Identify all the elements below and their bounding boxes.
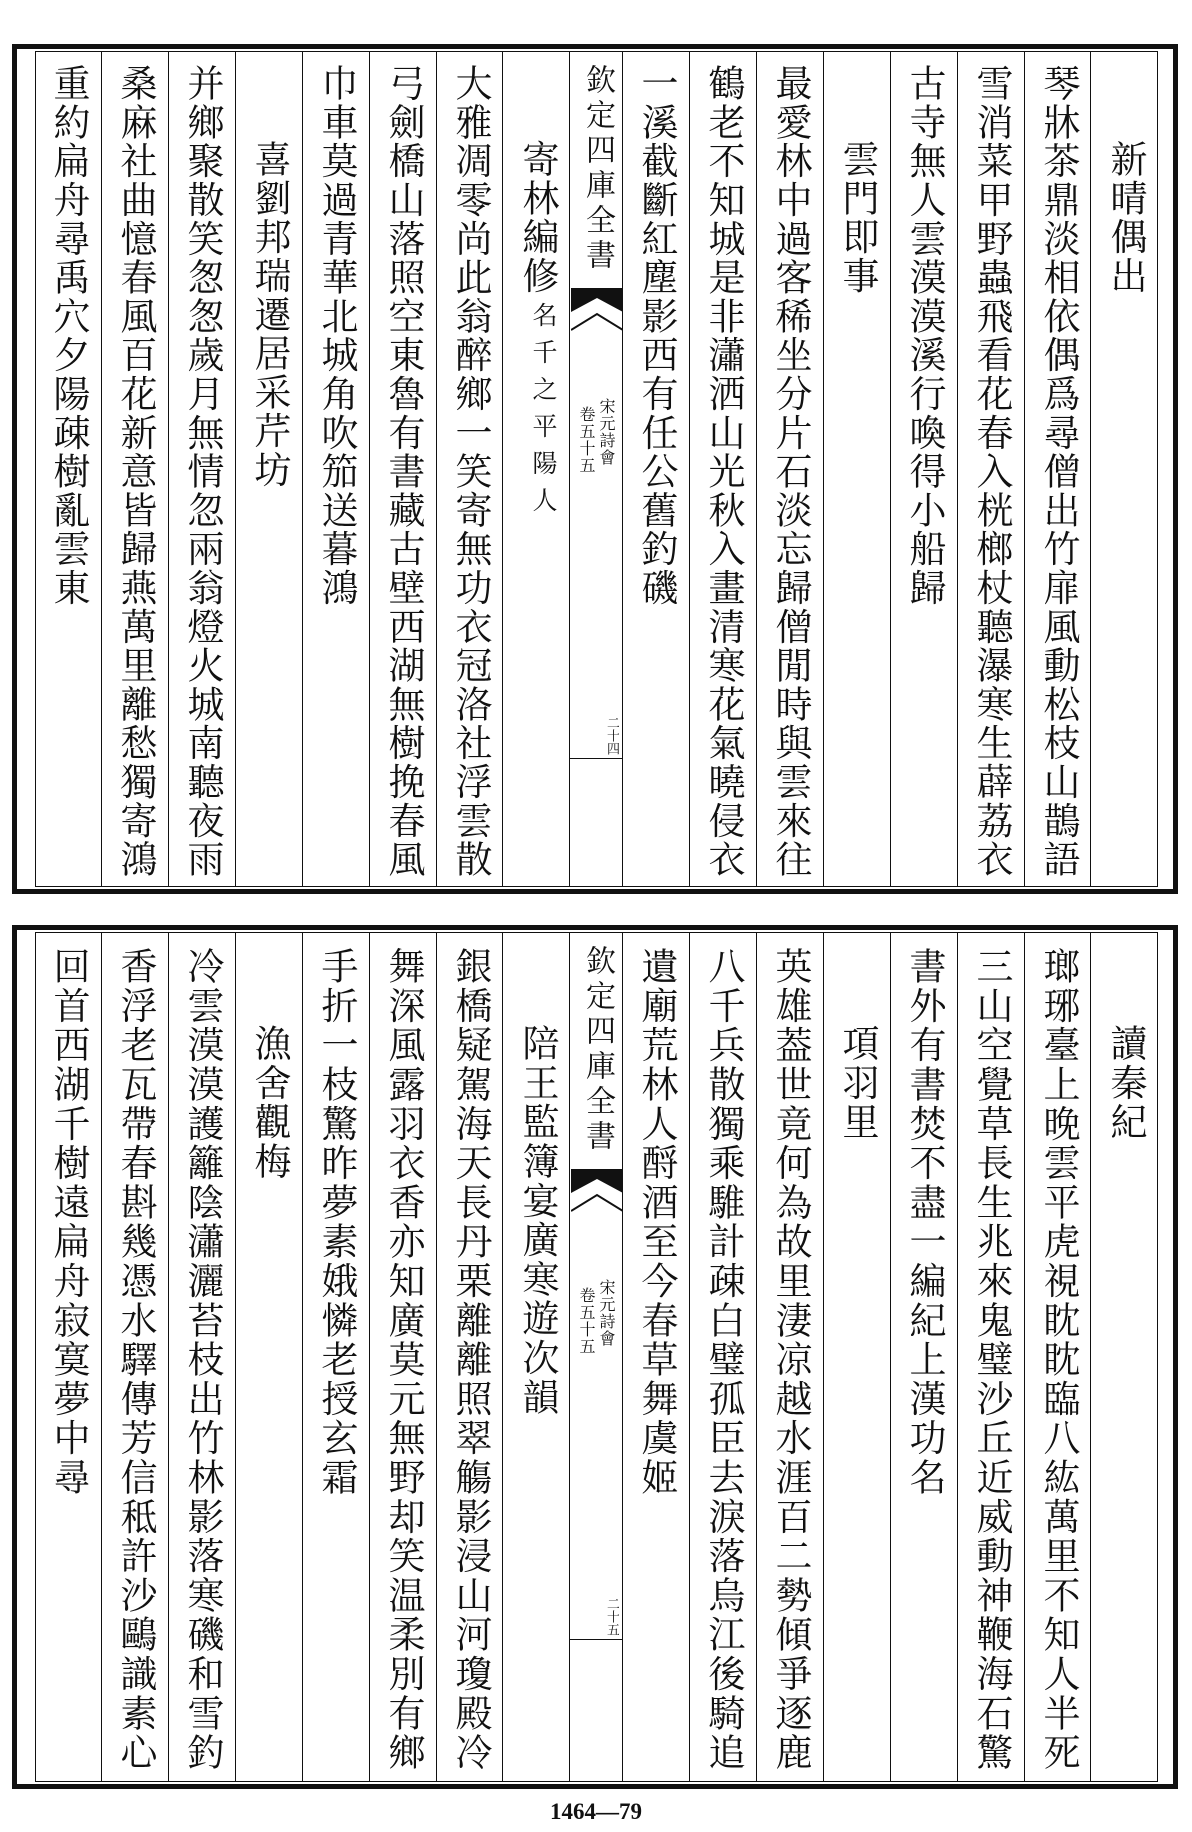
column-rule (569, 51, 570, 887)
column-rule (890, 51, 891, 887)
column-rule (1090, 932, 1091, 1782)
column-rule (168, 932, 169, 1782)
column-rule (168, 51, 169, 887)
column-rule (369, 51, 370, 887)
poem-text-column: 手折一枝驚昨夢素娥憐老授玄霜 (315, 947, 358, 1498)
poem-text-column: 最愛林中過客稀坐分片石淡忘歸僧閒時與雲來往 (769, 64, 812, 879)
column-rule (302, 51, 303, 887)
column-rule (235, 51, 236, 887)
column-rule (502, 51, 503, 887)
column-rule (622, 51, 623, 887)
poem-text-column: 巾車莫過青華北城角吹笳送暮鴻 (315, 64, 358, 608)
poem-text-column: 重約扁舟尋禹穴夕陽疎樹亂雲東 (47, 64, 90, 608)
poem-title: 漁舍觀梅 (248, 1024, 291, 1182)
column-rule (436, 51, 437, 887)
poem-text-column: 英雄葢世竟何為故里淒凉越水涯百二勢傾爭逐鹿 (769, 947, 812, 1773)
poem-text-column: 八千兵散獨乘騅計疎白璧孤臣去淚落烏江後騎追 (702, 947, 745, 1773)
column-rule (957, 932, 958, 1782)
margin-rule (570, 758, 623, 759)
poem-text-column: 桑麻社曲憶春風百花新意皆歸燕萬里離愁獨寄鴻 (114, 64, 157, 879)
poem-text-column: 回首西湖千樹遠扁舟寂寞夢中尋 (47, 947, 90, 1498)
column-rule (101, 932, 102, 1782)
poem-title: 雲門即事 (836, 140, 879, 296)
margin-book-title: 宋元詩會 (597, 1279, 616, 1347)
poem-title: 喜劉邦瑞遷居采芹坊 (248, 140, 291, 490)
margin-leaf-number: 二十五 (604, 1597, 619, 1636)
column-rule (823, 932, 824, 1782)
column-rule (235, 932, 236, 1782)
margin-volume: 卷五十五 (577, 406, 596, 474)
lower-leaf (0, 925, 1192, 1789)
margin-series-title: 欽定四庫全書 (580, 64, 615, 274)
poem-text-column: 雪消菜甲野蟲飛看花春入桄榔杖聽瀑寒生薜荔衣 (970, 64, 1013, 879)
poem-text-column: 弓劍橋山落照空東魯有書藏古壁西湖無樹挽春風 (382, 64, 425, 879)
poem-text-column: 舞深風露羽衣香亦知廣莫元無野却笑温柔別有鄉 (382, 947, 425, 1773)
poem-text-column: 并鄉聚散笑怱怱歲月無情忽兩翁燈火城南聽夜雨 (181, 64, 224, 879)
column-rule (101, 51, 102, 887)
margin-book-title: 宋元詩會 (597, 398, 616, 466)
column-rule (369, 932, 370, 1782)
column-rule (890, 932, 891, 1782)
upper-leaf (0, 44, 1192, 894)
fish-tail-mark (571, 1169, 623, 1215)
column-rule (622, 932, 623, 1782)
column-rule (302, 932, 303, 1782)
column-rule (756, 51, 757, 887)
poem-text-column: 冷雲漠漠護籬陰瀟灑苔枝出竹林影落寒磯和雪釣 (181, 947, 224, 1773)
margin-leaf-number: 二十四 (604, 716, 619, 755)
poem-text-column: 遺廟荒林人酹酒至今春草舞虞姬 (635, 947, 678, 1498)
poem-text-column: 鶴老不知城是非瀟洒山光秋入畫清寒花氣曉侵衣 (702, 64, 745, 879)
poem-text-column: 琴牀茶鼎淡相依偶爲尋僧出竹扉風動松枝山鵲語 (1037, 64, 1080, 879)
poem-title: 讀秦紀 (1104, 1024, 1147, 1142)
poem-text-column: 古寺無人雲漠漠溪行喚得小船歸 (903, 64, 946, 608)
column-rule (823, 51, 824, 887)
column-rule (957, 51, 958, 887)
poem-text-column: 香浮老瓦帶春斟幾憑水驛傳芳信秪許沙鷗識素心 (114, 947, 157, 1773)
poem-text-column: 三山空覺草長生兆來鬼璧沙丘近威動神鞭海石驚 (970, 947, 1013, 1773)
poem-title: 項羽里 (836, 1024, 879, 1142)
margin-series-title: 欽定四庫全書 (580, 945, 615, 1155)
poem-text-column: 一溪截斷紅塵影西有任公舊釣磯 (635, 64, 678, 608)
column-rule (689, 51, 690, 887)
poem-title: 新晴偶出 (1104, 140, 1147, 296)
poem-text-column: 銀橋疑駕海天長丹栗離離照翠觴影浸山河瓊殿冷 (449, 947, 492, 1773)
fish-tail-mark (571, 288, 623, 334)
poem-title: 寄林編修 (516, 140, 559, 296)
poem-text-column: 瑯琊臺上晚雲平虎視眈眈臨八紘萬里不知人半死 (1037, 947, 1080, 1773)
author-note: 名千之平陽人 (529, 302, 558, 524)
column-rule (689, 932, 690, 1782)
poem-title: 陪王監簿宴廣寒遊次韻 (516, 1024, 559, 1417)
column-rule (436, 932, 437, 1782)
column-rule (502, 932, 503, 1782)
column-rule (1024, 932, 1025, 1782)
margin-rule (570, 1639, 623, 1640)
column-rule (569, 932, 570, 1782)
poem-text-column: 大雅凋零尚此翁醉鄉一笑寄無功衣冠洛社浮雲散 (449, 64, 492, 879)
column-rule (1024, 51, 1025, 887)
column-rule (756, 932, 757, 1782)
poem-text-column: 書外有書焚不盡一編紀上漢功名 (903, 947, 946, 1498)
column-rule (1090, 51, 1091, 887)
page-number: 1464—79 (550, 1799, 642, 1824)
margin-volume: 卷五十五 (577, 1287, 596, 1355)
